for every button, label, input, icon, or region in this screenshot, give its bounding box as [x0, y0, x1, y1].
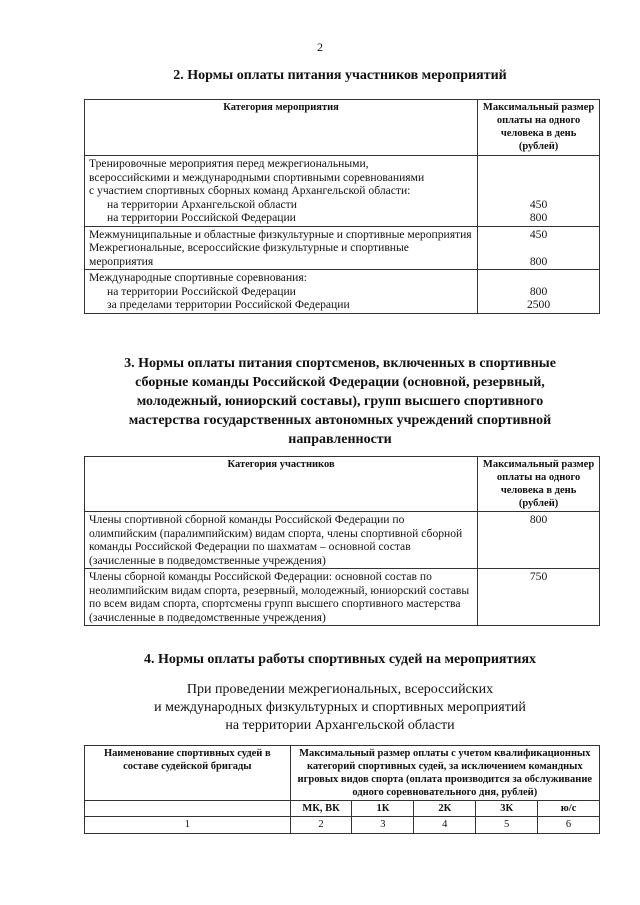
- column-number: 2: [290, 817, 352, 834]
- judges-payment-table: [84, 745, 600, 834]
- col-header-category: Категория мероприятия: [85, 100, 478, 156]
- subcol-mk-vk: МК, ВК: [290, 801, 352, 817]
- value-cell: 2500: [526, 298, 551, 311]
- subcol-2k: 2К: [414, 801, 476, 817]
- title-line: мастерства государственных автономных учреждений спортивной: [128, 413, 552, 428]
- meals-events-table: [84, 99, 600, 314]
- row-text: Члены сборной команды Российской Федерации: основной состав по неолимпийским видам спорта, резервный, молодежный, юниорский составы по всем видам спорта, спортсмены групп высшего спортивного мастерства (зачисленные в подведомственные учреждения): [85, 569, 478, 626]
- value-cell: 800: [478, 512, 600, 569]
- col-header-max-payment: Максимальный размер оплаты с учетом квалификационных категорий спортивных судей, за исключением командных игровых видов спорта (оплата производится за обслуживание одного соревновательного дня, рублей): [290, 746, 599, 801]
- table-row: [85, 817, 600, 834]
- value-cell: 750: [478, 569, 600, 626]
- column-number: 1: [85, 817, 291, 834]
- col-header-category: Категория участников: [85, 457, 478, 512]
- subcol-ys: ю/с: [538, 801, 600, 817]
- page-number: 2: [317, 40, 323, 54]
- row-line: Международные спортивные соревнования:: [89, 271, 307, 284]
- col-header-max-payment: Максимальный размер оплаты на одного человека в день (рублей): [478, 100, 600, 156]
- subcol-3k: 3К: [476, 801, 538, 817]
- row-line: Межмуниципальные и областные физкультурные и спортивные мероприятия: [89, 227, 472, 241]
- row-line: на территории Архангельской области: [107, 197, 297, 211]
- title-line: направленности: [288, 432, 392, 447]
- row-line: на территории Российской Федерации: [107, 211, 296, 224]
- title-line: 3. Нормы оплаты питания спортсменов, включенных в спортивные: [124, 356, 556, 371]
- row-line: Тренировочные мероприятия перед межрегиональными,: [89, 157, 369, 170]
- table-row: [85, 156, 600, 227]
- value-cell: 800: [529, 211, 548, 224]
- section2-title: 2. Нормы оплаты питания участников мероприятий: [173, 68, 507, 83]
- section3-title: [80, 354, 600, 449]
- row-line: с участием спортивных сборных команд Архангельской области:: [89, 184, 411, 197]
- col-header-max-payment: Максимальный размер оплаты на одного человека в день (рублей): [478, 457, 600, 512]
- section4-subtitle: [80, 681, 600, 735]
- title-line: молодежный, юниорский составы), групп высшего спортивного: [136, 394, 544, 409]
- row-line: за пределами территории Российской Федерации: [107, 298, 350, 311]
- table-row: [85, 226, 600, 270]
- column-number: 3: [352, 817, 414, 834]
- column-number: 5: [476, 817, 538, 834]
- row-line: на территории Российской Федерации: [107, 284, 296, 298]
- title-line: сборные команды Российской Федерации (основной, резервный,: [135, 375, 545, 390]
- subtitle-line: При проведении межрегиональных, всероссийских: [186, 682, 494, 697]
- subtitle-line: и международных физкультурных и спортивных мероприятий: [154, 700, 526, 715]
- value-cell: 450: [529, 227, 548, 241]
- subtitle-line: на территории Архангельской области: [225, 718, 455, 733]
- section4-title: 4. Нормы оплаты работы спортивных судей на мероприятиях: [143, 652, 537, 667]
- row-line: всероссийскими и международными спортивными соревнованиями: [89, 170, 425, 184]
- column-number: 6: [538, 817, 600, 834]
- row-line: Межрегиональные, всероссийские физкультурные и спортивные мероприятия: [89, 241, 409, 268]
- value-cell: 450: [529, 197, 548, 211]
- athletes-meals-table: [84, 456, 600, 626]
- row-text: Члены спортивной сборной команды Российской Федерации по олимпийским (паралимпийским) видам спорта, члены спортивной сборной команды Российской Федерации по шахматам – основной состав (зачисленные в подведомственные учреждения): [85, 512, 478, 569]
- subcol-1k: 1К: [352, 801, 414, 817]
- col-header-judges: Наименование спортивных судей в составе судейской бригады: [85, 746, 291, 801]
- table-row: [85, 569, 600, 626]
- column-number: 4: [414, 817, 476, 834]
- table-row: [85, 512, 600, 569]
- value-cell: 800: [529, 254, 548, 268]
- value-cell: 800: [529, 284, 548, 298]
- table-row: [85, 270, 600, 314]
